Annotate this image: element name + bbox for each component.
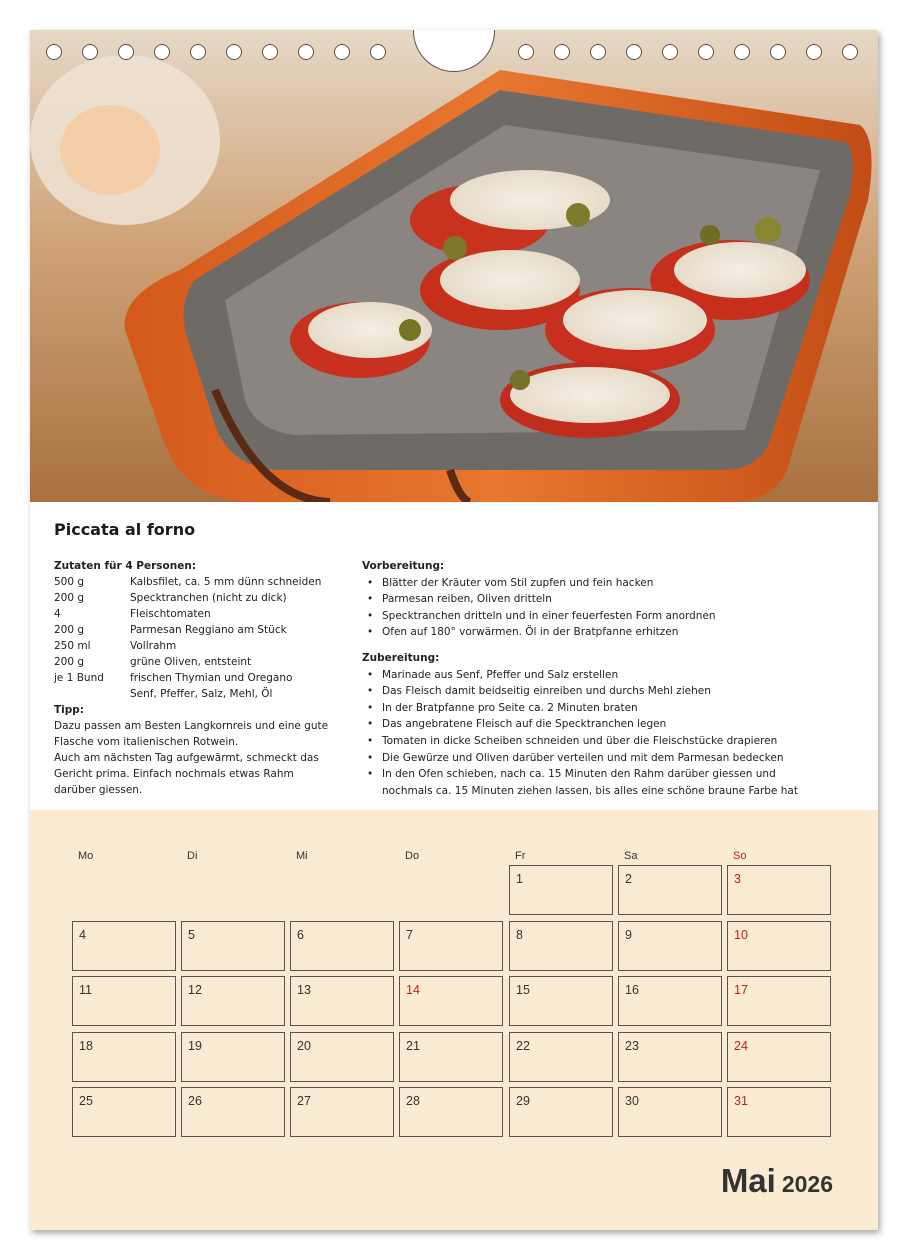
ingredient-row bbox=[54, 638, 344, 654]
ingredient-quantity: je 1 Bund bbox=[54, 672, 104, 684]
ingredient-row bbox=[54, 654, 344, 670]
day-cell bbox=[181, 921, 285, 971]
day-number: 19 bbox=[188, 1038, 202, 1053]
binding-hole bbox=[226, 44, 242, 60]
ingredient-quantity: 500 g bbox=[54, 576, 85, 588]
day-cell bbox=[399, 921, 503, 971]
ingredient-description: grüne Oliven, entsteint bbox=[130, 656, 252, 668]
binding-hole bbox=[554, 44, 570, 60]
binding-hole bbox=[154, 44, 170, 60]
weekday-label: Di bbox=[187, 850, 198, 862]
ingredient-description: frischen Thymian und Oregano bbox=[130, 672, 293, 684]
ingredient-row bbox=[54, 606, 344, 622]
month-name: Mai bbox=[720, 1162, 776, 1199]
tip-line: Gericht prima. Einfach nochmals etwas Rahm bbox=[54, 768, 294, 780]
day-cell bbox=[72, 1087, 176, 1137]
ingredient-quantity: 200 g bbox=[54, 656, 85, 668]
calendar-grid bbox=[30, 810, 878, 1230]
day-number: 15 bbox=[516, 983, 530, 997]
binding-holes bbox=[30, 30, 878, 78]
instructions-column bbox=[362, 558, 862, 799]
month-title bbox=[721, 1162, 833, 1200]
day-cell bbox=[727, 865, 831, 915]
ingredient-description: Specktranchen (nicht zu dick) bbox=[130, 592, 287, 604]
step-item: • In der Bratpfanne pro Seite ca. 2 Minuten braten bbox=[382, 700, 862, 717]
tip-line: Flasche vom italienischen Rotwein. bbox=[54, 736, 239, 748]
weekday-label: Sa bbox=[624, 850, 638, 862]
day-cell bbox=[618, 921, 722, 971]
step-item: • Tomaten in dicke Scheiben schneiden und über die Fleischstücke drapieren bbox=[382, 733, 862, 750]
day-number: 22 bbox=[516, 1038, 530, 1053]
day-cell bbox=[290, 1032, 394, 1082]
day-number: 5 bbox=[188, 927, 195, 942]
day-cell bbox=[399, 1032, 503, 1082]
binding-hole bbox=[262, 44, 278, 60]
weekday-label: Mo bbox=[78, 850, 94, 862]
day-number: 7 bbox=[406, 927, 413, 942]
hanger-cutout bbox=[413, 30, 495, 72]
step-item: • Die Gewürze und Oliven darüber verteilen und mit dem Parmesan bedecken bbox=[382, 750, 862, 767]
ingredient-description: Kalbsfilet, ca. 5 mm dünn schneiden bbox=[130, 576, 322, 588]
step-item: • Ofen auf 180° vorwärmen. Öl in der Bratpfanne erhitzen bbox=[382, 624, 862, 641]
tip-text bbox=[54, 718, 344, 798]
day-number: 31 bbox=[734, 1094, 748, 1108]
day-number: 2 bbox=[625, 872, 632, 886]
day-cell bbox=[181, 976, 285, 1026]
ingredient-quantity bbox=[54, 686, 130, 702]
ingredient-description: Parmesan Reggiano am Stück bbox=[130, 624, 287, 636]
day-number: 18 bbox=[79, 1038, 93, 1053]
weekday-label: So bbox=[733, 850, 747, 862]
step-item: • Specktranchen dritteln und in einer feuerfesten Form anordnen bbox=[382, 608, 862, 625]
day-cell bbox=[509, 865, 613, 915]
binding-hole bbox=[806, 44, 822, 60]
step-item: • Das Fleisch damit beidseitig einreiben und durchs Mehl ziehen bbox=[382, 683, 862, 700]
day-cell bbox=[72, 921, 176, 971]
binding-hole bbox=[626, 44, 642, 60]
recipe-section bbox=[30, 502, 878, 810]
baking-dish-illustration bbox=[30, 30, 878, 502]
ingredient-row bbox=[54, 686, 344, 702]
method-list bbox=[362, 667, 862, 800]
calendar-page bbox=[30, 30, 878, 1230]
recipe-photo bbox=[30, 30, 878, 502]
day-cell bbox=[181, 1087, 285, 1137]
day-number: 30 bbox=[625, 1094, 639, 1108]
day-cell bbox=[290, 976, 394, 1026]
weekday-label: Mi bbox=[296, 850, 308, 862]
day-number: 21 bbox=[406, 1038, 420, 1053]
day-cell bbox=[618, 1032, 722, 1082]
day-number: 20 bbox=[297, 1038, 311, 1053]
day-cell bbox=[509, 976, 613, 1026]
day-cell bbox=[399, 976, 503, 1026]
weekday-label: Do bbox=[405, 850, 420, 862]
weekday-label: Fr bbox=[515, 850, 526, 862]
day-cell bbox=[509, 921, 613, 971]
day-number: 12 bbox=[188, 983, 202, 997]
day-cell bbox=[509, 1032, 613, 1082]
ingredient-description: Fleischtomaten bbox=[130, 608, 211, 620]
day-number: 13 bbox=[297, 983, 311, 997]
step-item: • Das angebratene Fleisch auf die Specktranchen legen bbox=[382, 716, 862, 733]
binding-hole bbox=[698, 44, 714, 60]
binding-hole bbox=[590, 44, 606, 60]
ingredient-quantity: 200 g bbox=[54, 624, 85, 636]
step-item: • Blätter der Kräuter vom Stil zupfen und fein hacken bbox=[382, 575, 862, 592]
ingredients-column bbox=[54, 558, 344, 798]
tip-line: Auch am nächsten Tag aufgewärmt, schmeckt das bbox=[54, 752, 319, 764]
day-cell bbox=[618, 976, 722, 1026]
binding-hole bbox=[82, 44, 98, 60]
day-number: 28 bbox=[406, 1094, 420, 1108]
day-cell bbox=[72, 976, 176, 1026]
day-number: 10 bbox=[734, 927, 748, 942]
binding-hole bbox=[298, 44, 314, 60]
ingredient-description: Vollrahm bbox=[130, 640, 177, 652]
ingredient-row bbox=[54, 670, 344, 686]
day-number: 4 bbox=[79, 927, 86, 942]
day-number: 17 bbox=[734, 983, 748, 997]
binding-hole bbox=[118, 44, 134, 60]
day-number: 29 bbox=[516, 1094, 530, 1108]
day-number: 26 bbox=[188, 1094, 202, 1108]
tip-heading: Tipp: bbox=[54, 704, 84, 716]
step-item: • Marinade aus Senf, Pfeffer und Salz erstellen bbox=[382, 667, 862, 684]
day-number: 27 bbox=[297, 1094, 311, 1108]
method-heading: Zubereitung: bbox=[362, 651, 440, 664]
prep-list bbox=[362, 575, 862, 641]
day-cell bbox=[727, 921, 831, 971]
ingredient-row bbox=[54, 574, 344, 590]
ingredient-quantity: 200 g bbox=[54, 592, 85, 604]
binding-hole bbox=[842, 44, 858, 60]
ingredients-heading: Zutaten für 4 Personen: bbox=[54, 560, 197, 572]
ingredient-quantity: 4 bbox=[54, 608, 61, 620]
day-number: 3 bbox=[734, 872, 741, 886]
binding-hole bbox=[770, 44, 786, 60]
binding-hole bbox=[518, 44, 534, 60]
day-cell bbox=[509, 1087, 613, 1137]
year: 2026 bbox=[781, 1171, 833, 1197]
ingredient-description: Senf, Pfeffer, Salz, Mehl, Öl bbox=[130, 688, 273, 700]
day-cell bbox=[618, 865, 722, 915]
day-number: 9 bbox=[625, 927, 632, 942]
ingredient-row bbox=[54, 622, 344, 638]
day-number: 11 bbox=[79, 983, 92, 997]
day-cell bbox=[727, 1032, 831, 1082]
day-number: 23 bbox=[625, 1038, 639, 1053]
day-cell bbox=[727, 1087, 831, 1137]
ingredients-list bbox=[54, 574, 344, 702]
step-item-continuation: nochmals ca. 15 Minuten ziehen lassen, bis alles eine schöne braune Farbe hat bbox=[382, 784, 798, 797]
tip-line: darüber giessen. bbox=[54, 784, 143, 796]
day-cell bbox=[290, 921, 394, 971]
prep-heading: Vorbereitung: bbox=[362, 560, 445, 572]
day-number: 24 bbox=[734, 1038, 748, 1053]
day-number: 1 bbox=[516, 872, 523, 886]
binding-hole bbox=[334, 44, 350, 60]
binding-hole bbox=[662, 44, 678, 60]
binding-hole bbox=[734, 44, 750, 60]
day-cell bbox=[72, 1032, 176, 1082]
binding-hole bbox=[370, 44, 386, 60]
ingredient-row bbox=[54, 590, 344, 606]
binding-hole bbox=[46, 44, 62, 60]
day-cell bbox=[290, 1087, 394, 1137]
day-number: 8 bbox=[516, 927, 523, 942]
ingredient-quantity: 250 ml bbox=[54, 640, 91, 652]
day-cell bbox=[727, 976, 831, 1026]
binding-hole bbox=[190, 44, 206, 60]
day-number: 14 bbox=[406, 983, 420, 997]
day-number: 25 bbox=[79, 1094, 93, 1108]
day-number: 6 bbox=[297, 927, 304, 942]
step-item: • In den Ofen schieben, nach ca. 15 Minuten den Rahm darüber giessen und bbox=[382, 766, 862, 783]
day-cell bbox=[181, 1032, 285, 1082]
recipe-title: Piccata al forno bbox=[54, 520, 196, 539]
day-cell bbox=[399, 1087, 503, 1137]
step-item: • Parmesan reiben, Oliven dritteln bbox=[382, 591, 862, 608]
day-number: 16 bbox=[625, 983, 639, 997]
tip-line: Dazu passen am Besten Langkornreis und eine gute bbox=[54, 720, 329, 732]
day-cell bbox=[618, 1087, 722, 1137]
